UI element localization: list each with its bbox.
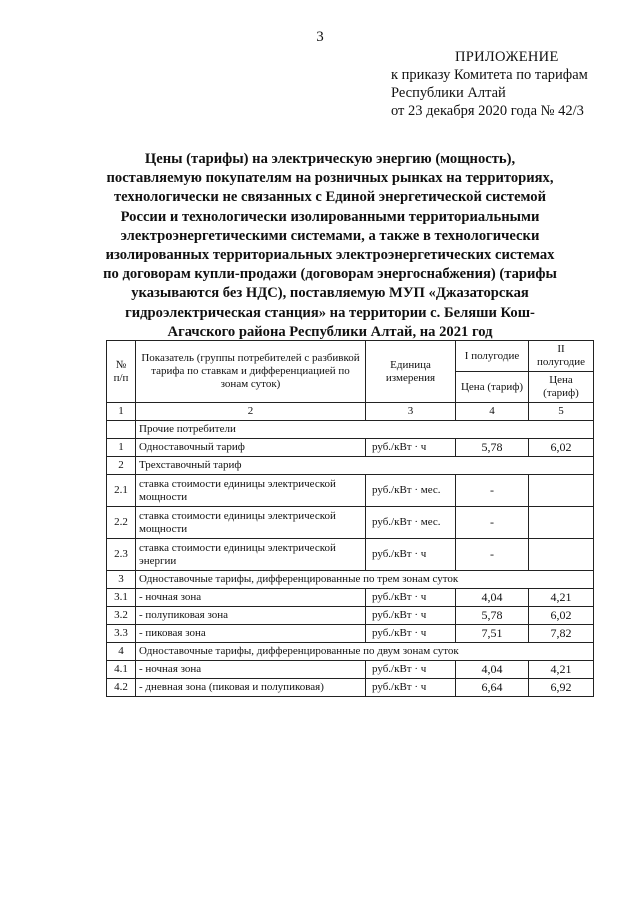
row-indicator: ставка стоимости единицы электрической энергии xyxy=(136,539,366,571)
title-line: России и технологически изолированными территориальными xyxy=(120,208,540,225)
row-number xyxy=(107,421,136,439)
col-number: 2 xyxy=(136,403,366,421)
table-row xyxy=(107,607,594,625)
table-row xyxy=(107,421,594,439)
row-number: 2.1 xyxy=(107,475,136,507)
row-indicator: - дневная зона (пиковая и полупиковая) xyxy=(136,679,366,697)
row-section-title: Трехставочный тариф xyxy=(136,457,594,475)
row-number: 1 xyxy=(107,439,136,457)
table-row xyxy=(107,475,594,507)
row-unit: руб./кВт · ч xyxy=(366,439,456,457)
row-price-half-2: 6,92 xyxy=(529,679,594,697)
appendix-block xyxy=(391,48,588,120)
table-row xyxy=(107,439,594,457)
table-row xyxy=(107,457,594,475)
table-row xyxy=(107,625,594,643)
table-row xyxy=(107,539,594,571)
appendix-line-2: Республики Алтай xyxy=(391,85,506,101)
row-price-half-1: - xyxy=(456,507,529,539)
tariff-table-head xyxy=(107,341,594,421)
table-row xyxy=(107,661,594,679)
tariff-table-body xyxy=(107,421,594,697)
table-row xyxy=(107,679,594,697)
row-section-title: Прочие потребители xyxy=(136,421,594,439)
row-price-half-2: 4,21 xyxy=(529,661,594,679)
row-number: 2.2 xyxy=(107,507,136,539)
row-price-half-1: 5,78 xyxy=(456,439,529,457)
row-price-half-1: 5,78 xyxy=(456,607,529,625)
row-price-half-1: 4,04 xyxy=(456,589,529,607)
header-num: № п/п xyxy=(107,341,136,403)
row-number: 3.1 xyxy=(107,589,136,607)
row-section-title: Одноставочные тарифы, дифференцированные по трем зонам суток xyxy=(136,571,594,589)
table-row xyxy=(107,643,594,661)
row-number: 3.2 xyxy=(107,607,136,625)
row-indicator: ставка стоимости единицы электрической мощности xyxy=(136,507,366,539)
title-line: поставляемую покупателям на розничных рынках на территориях, xyxy=(106,170,554,187)
row-indicator: - полупиковая зона xyxy=(136,607,366,625)
table-row xyxy=(107,507,594,539)
row-indicator: - ночная зона xyxy=(136,661,366,679)
appendix-title: ПРИЛОЖЕНИЕ xyxy=(455,49,559,65)
row-indicator: Одноставочный тариф xyxy=(136,439,366,457)
row-price-half-2: 7,82 xyxy=(529,625,594,643)
row-price-half-2: 6,02 xyxy=(529,607,594,625)
header-half-2: II полугодие xyxy=(529,341,594,372)
table-row xyxy=(107,589,594,607)
col-number: 5 xyxy=(529,403,594,421)
header-price-2: Цена (тариф) xyxy=(529,372,594,403)
col-number: 4 xyxy=(456,403,529,421)
header-price-1: Цена (тариф) xyxy=(456,372,529,403)
row-number: 3.3 xyxy=(107,625,136,643)
title-line: указываются без НДС), поставляемую МУП «Джазаторская xyxy=(131,285,529,302)
row-unit: руб./кВт · ч xyxy=(366,539,456,571)
row-unit: руб./кВт · ч xyxy=(366,607,456,625)
title-line: Агачского района Республики Алтай, на 2021 год xyxy=(167,323,493,340)
row-number: 3 xyxy=(107,571,136,589)
header-indicator: Показатель (группы потребителей с разбивкой тарифа по ставкам и дифференциацией по зонам суток) xyxy=(136,341,366,403)
row-price-half-1: 4,04 xyxy=(456,661,529,679)
row-price-half-1: - xyxy=(456,475,529,507)
row-unit: руб./кВт · ч xyxy=(366,625,456,643)
title-line: гидроэлектрическая станция» на территории с. Беляши Кош- xyxy=(125,304,535,321)
page-number: 3 xyxy=(316,29,324,45)
row-price-half-1: - xyxy=(456,539,529,571)
tariff-table xyxy=(106,340,594,697)
col-number: 1 xyxy=(107,403,136,421)
row-unit: руб./кВт · ч xyxy=(366,661,456,679)
header-unit: Единица измерения xyxy=(366,341,456,403)
row-section-title: Одноставочные тарифы, дифференцированные по двум зонам суток xyxy=(136,643,594,661)
document-title xyxy=(90,150,570,342)
row-number: 4 xyxy=(107,643,136,661)
row-number: 2 xyxy=(107,457,136,475)
row-indicator: ставка стоимости единицы электрической мощности xyxy=(136,475,366,507)
row-price-half-2: 6,02 xyxy=(529,439,594,457)
row-price-half-1: 7,51 xyxy=(456,625,529,643)
header-half-1: I полугодие xyxy=(456,341,529,372)
row-unit: руб./кВт · ч xyxy=(366,679,456,697)
row-price-half-2 xyxy=(529,539,594,571)
title-line: Цены (тарифы) на электрическую энергию (мощность), xyxy=(144,151,516,167)
row-number: 4.1 xyxy=(107,661,136,679)
appendix-line-3: от 23 декабря 2020 года № 42/3 xyxy=(391,103,584,119)
row-price-half-2 xyxy=(529,507,594,539)
row-price-half-2 xyxy=(529,475,594,507)
title-line: изолированных территориальных электроэнергетических системах xyxy=(105,247,555,264)
title-line: по договорам купли-продажи (договорам энергоснабжения) (тарифы xyxy=(103,266,557,283)
table-row xyxy=(107,571,594,589)
row-number: 4.2 xyxy=(107,679,136,697)
col-number: 3 xyxy=(366,403,456,421)
row-price-half-2: 4,21 xyxy=(529,589,594,607)
title-line: электроэнергетическими системами, а также в технологически xyxy=(120,227,540,244)
row-unit: руб./кВт · ч xyxy=(366,589,456,607)
appendix-line-1: к приказу Комитета по тарифам xyxy=(391,67,588,83)
row-price-half-1: 6,64 xyxy=(456,679,529,697)
row-unit: руб./кВт · мес. xyxy=(366,507,456,539)
title-line: технологически не связанных с Единой энергетической системой xyxy=(113,189,547,206)
row-number: 2.3 xyxy=(107,539,136,571)
row-indicator: - ночная зона xyxy=(136,589,366,607)
row-indicator: - пиковая зона xyxy=(136,625,366,643)
row-unit: руб./кВт · мес. xyxy=(366,475,456,507)
